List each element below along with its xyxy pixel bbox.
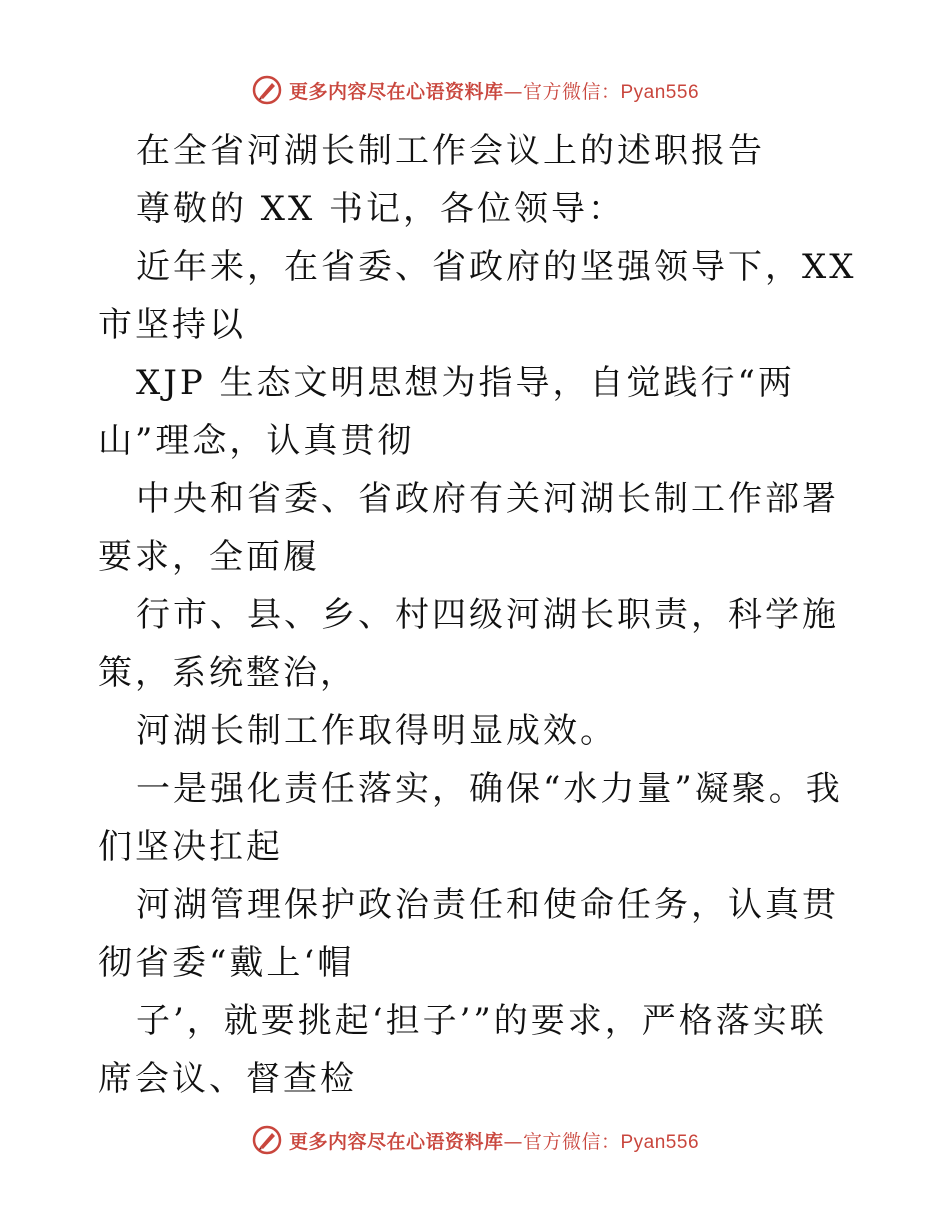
banner-account: Pyan556 [620, 81, 700, 103]
paragraph: 一是强化责任落实，确保“水力量”凝聚。我们坚决扛起 [98, 769, 843, 867]
pen-circle-logo-icon [251, 1124, 283, 1156]
salutation: 尊敬的 XX 书记，各位领导： [136, 189, 626, 229]
banner-text [289, 77, 699, 104]
banner-dash: — [503, 1130, 523, 1153]
document-title: 在全省河湖长制工作会议上的述职报告 [136, 131, 765, 171]
banner-brand: 更多内容尽在心语资料库 [288, 1130, 504, 1153]
banner-brand: 更多内容尽在心语资料库 [288, 80, 504, 103]
paragraph: 子’，就要挑起‘担子’”的要求，严格落实联席会议、督查检 [98, 1001, 827, 1099]
footer-watermark-banner [0, 1120, 950, 1160]
paragraph: 近年来，在省委、省政府的坚强领导下，XX 市坚持以 [98, 247, 857, 345]
banner-label: 官方微信： [522, 80, 621, 103]
banner-dash: — [503, 80, 523, 103]
document-body [98, 122, 858, 1108]
paragraph: 行市、县、乡、村四级河湖长职责，科学施策，系统整治， [98, 595, 839, 693]
paragraph: 中央和省委、省政府有关河湖长制工作部署要求，全面履 [98, 479, 839, 577]
banner-label: 官方微信： [522, 1130, 621, 1153]
pen-circle-logo-icon [251, 74, 283, 106]
paragraph: 河湖长制工作取得明显成效。 [136, 711, 617, 751]
banner-account: Pyan556 [620, 1131, 700, 1153]
banner-text [289, 1127, 699, 1154]
header-watermark-banner [0, 70, 950, 110]
paragraph: XJP 生态文明思想为指导，自觉践行“两山”理念，认真贯彻 [98, 363, 795, 461]
paragraph: 河湖管理保护政治责任和使命任务，认真贯彻省委“戴上‘帽 [98, 885, 839, 983]
